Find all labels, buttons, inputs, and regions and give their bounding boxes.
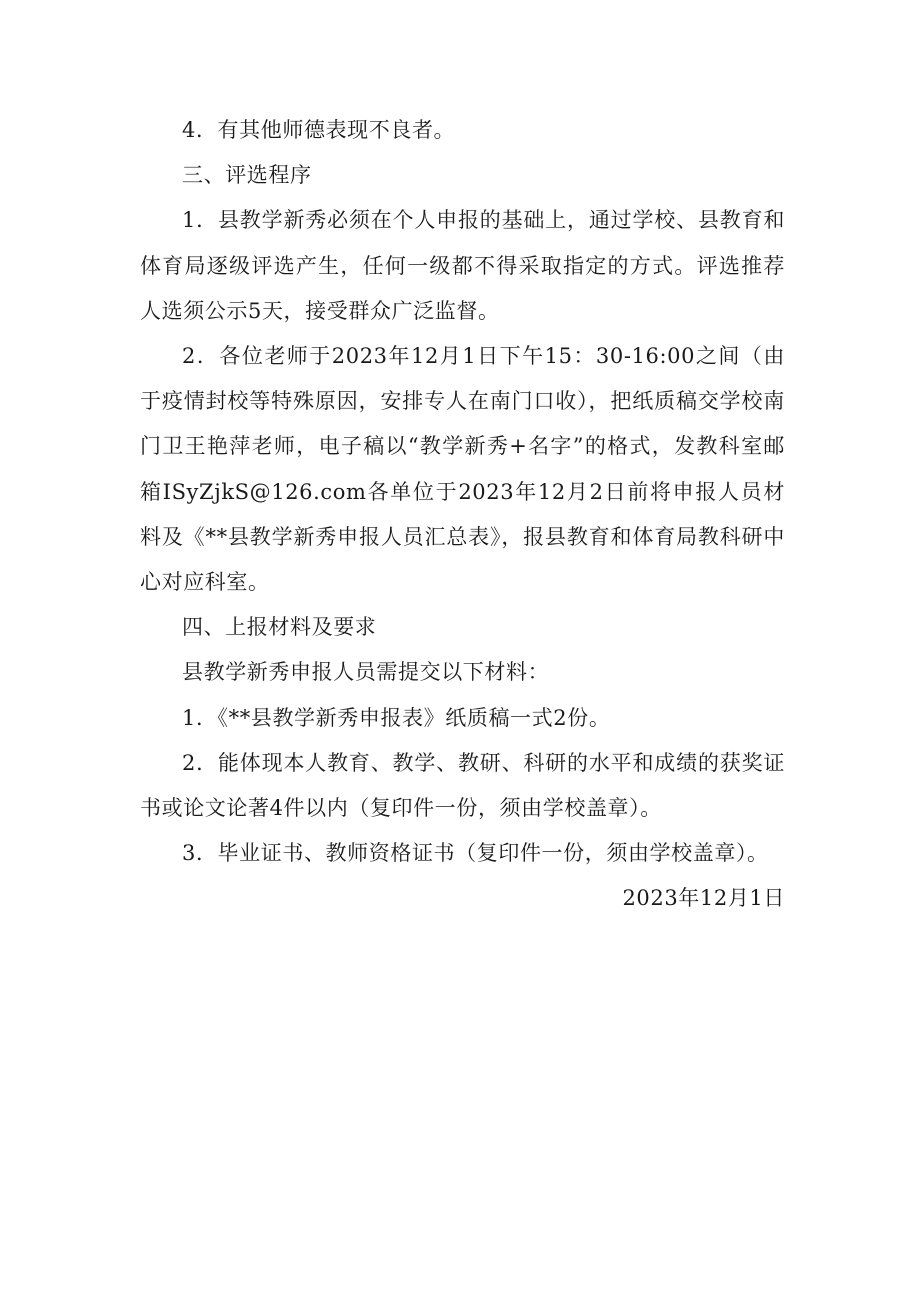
section-heading-materials: 四、上报材料及要求 — [182, 615, 377, 640]
document-body — [140, 108, 785, 922]
section-heading-selection-procedure: 三、评选程序 — [182, 163, 312, 188]
paragraph-materials-1: 1．《**县教学新秀申报表》纸质稿一式2份。 — [182, 705, 611, 730]
paragraph-item-4-conduct: 4．有其他师德表现不良者。 — [182, 118, 456, 142]
paragraph-materials-3: 3．毕业证书、教师资格证书（复印件一份，须由学校盖章）。 — [182, 841, 769, 866]
paragraph-materials-intro: 县教学新秀申报人员需提交以下材料： — [182, 660, 550, 685]
paragraph-materials-2: 2．能体现本人教育、教学、教研、科研的水平和成绩的获奖证书或论文论著4件以内（复印件一份，须由学校盖章）。 — [140, 750, 785, 821]
paragraph-procedure-2: 2．各位老师于2023年12月1日下午15：30-16:00之间（由于疫情封校等特殊原因，安排专人在南门口收），把纸质稿交学校南门卫王艳萍老师，电子稿以“教学新秀+名字”的格式，发教科室邮箱ISyZjkS@126.com各单位于2023年12月2日前将申报人员材料及《**县教学新秀申报人员汇总表》，报县教育和体育局教科研中心对应科室。 — [140, 344, 785, 595]
paragraph-procedure-1: 1．县教学新秀必须在个人申报的基础上，通过学校、县教育和体育局逐级评选产生，任何一级都不得采取指定的方式。评选推荐人选须公示5天，接受群众广泛监督。 — [140, 208, 785, 323]
document-date: 2023年12月1日 — [622, 886, 785, 911]
